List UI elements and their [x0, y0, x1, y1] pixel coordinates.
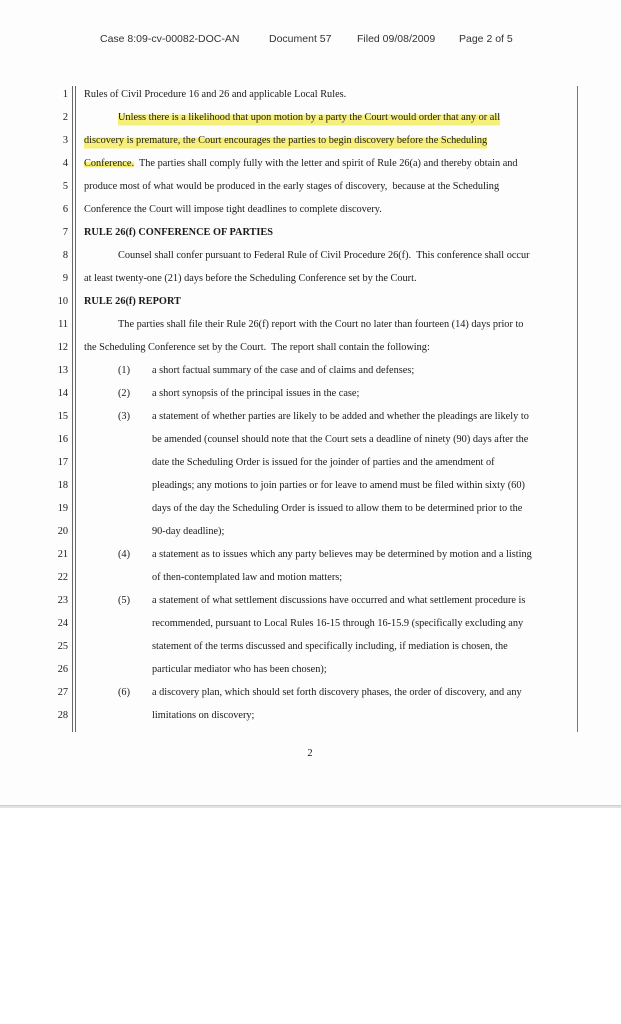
line-number: 10	[57, 296, 68, 307]
line-text: at least twenty-one (21) days before the Scheduling Conference set by the Court.	[84, 273, 417, 284]
line-number: 2	[62, 112, 68, 123]
pleading-line	[0, 222, 621, 244]
pleading-line	[0, 84, 621, 106]
list-marker: (4)	[118, 549, 131, 560]
line-number: 1	[62, 89, 68, 100]
line-number: 11	[58, 319, 68, 330]
line-text: limitations on discovery;	[152, 710, 255, 721]
pleading-line	[0, 268, 621, 290]
line-text: 90-day deadline);	[152, 526, 225, 537]
blank-scan-area	[0, 808, 621, 1024]
line-number: 9	[62, 273, 68, 284]
line-number: 26	[57, 664, 68, 675]
line-text: pleadings; any motions to join parties or for leave to amend must be filed within sixty (60)	[152, 480, 525, 491]
pleading-line	[0, 544, 621, 566]
line-text: statement of the terms discussed and specifically including, if mediation is chosen, the	[152, 641, 508, 652]
pleading-line	[0, 245, 621, 267]
line-number: 28	[57, 710, 68, 721]
pleading-line	[0, 291, 621, 313]
line-number: 27	[57, 687, 68, 698]
pleading-line	[0, 452, 621, 474]
line-text: a statement of what settlement discussions have occurred and what settlement procedure is	[152, 595, 526, 606]
highlighted-text: Conference.	[84, 158, 135, 169]
line-text: a statement of whether parties are likely to be added and whether the pleadings are likely to	[152, 411, 529, 422]
pleading-line	[0, 337, 621, 359]
line-number: 23	[57, 595, 68, 606]
highlighted-text: discovery is premature, the Court encourages the parties to begin discovery before the Scheduling	[84, 130, 487, 152]
filed-date: Filed 09/08/2009	[357, 33, 436, 45]
line-number: 22	[57, 572, 68, 583]
section-heading: RULE 26(f) CONFERENCE OF PARTIES	[84, 227, 273, 238]
document-number: Document 57	[269, 33, 332, 45]
line-number: 7	[62, 227, 68, 238]
pleading-line	[0, 659, 621, 681]
highlighted-text: Unless there is a likelihood that upon motion by a party the Court would order that any or all	[118, 107, 500, 129]
case-number: Case 8:09-cv-00082-DOC-AN	[100, 33, 240, 45]
pleading-line	[0, 636, 621, 658]
line-text: a discovery plan, which should set forth discovery phases, the order of discovery, and any	[152, 687, 522, 698]
line-number: 6	[62, 204, 68, 215]
line-text: The parties shall file their Rule 26(f) report with the Court no later than fourteen (14) days prior to	[118, 319, 524, 330]
list-marker: (5)	[118, 595, 131, 606]
line-text: a short factual summary of the case and of claims and defenses;	[152, 365, 415, 376]
line-number: 13	[57, 365, 68, 376]
page-number: 2	[307, 748, 313, 759]
line-text: a statement as to issues which any party believes may be determined by motion and a listing	[152, 549, 532, 560]
line-text: Conference the Court will impose tight deadlines to complete discovery.	[84, 204, 382, 215]
line-number: 5	[62, 181, 68, 192]
line-text: recommended, pursuant to Local Rules 16-15 through 16-15.9 (specifically excluding any	[152, 618, 524, 629]
line-text: The parties shall comply fully with the letter and spirit of Rule 26(a) and thereby obtain and	[134, 158, 518, 169]
pleading-line	[0, 590, 621, 612]
pleading-line	[0, 107, 621, 129]
line-number: 20	[57, 526, 68, 537]
pleading-line	[0, 682, 621, 704]
pleading-line	[0, 567, 621, 589]
line-number: 18	[57, 480, 68, 491]
line-number: 21	[57, 549, 68, 560]
pleading-line	[0, 475, 621, 497]
line-number: 8	[62, 250, 68, 261]
pleading-line	[0, 360, 621, 382]
line-number: 24	[57, 618, 68, 629]
pleading-line	[0, 314, 621, 336]
pleading-line	[0, 153, 621, 175]
line-number: 4	[62, 158, 68, 169]
line-number: 14	[57, 388, 68, 399]
line-text: date the Scheduling Order is issued for the joinder of parties and the amendment of	[152, 457, 495, 468]
pleading-line	[0, 176, 621, 198]
line-number: 19	[57, 503, 68, 514]
pleading-line	[0, 613, 621, 635]
page-indicator: Page 2 of 5	[459, 33, 513, 45]
pleading-line	[0, 199, 621, 221]
line-text: Rules of Civil Procedure 16 and 26 and applicable Local Rules.	[84, 89, 347, 100]
pleading-line	[0, 130, 621, 152]
line-number: 25	[57, 641, 68, 652]
line-number: 15	[57, 411, 68, 422]
list-marker: (1)	[118, 365, 131, 376]
line-text: produce most of what would be produced in the early stages of discovery, because at the Scheduling	[84, 181, 500, 192]
pleading-line	[0, 521, 621, 543]
line-number: 16	[57, 434, 68, 445]
line-text: the Scheduling Conference set by the Court. The report shall contain the following:	[84, 342, 430, 353]
section-heading: RULE 26(f) REPORT	[84, 296, 181, 307]
pleading-line	[0, 429, 621, 451]
pleading-line	[0, 383, 621, 405]
list-marker: (6)	[118, 687, 131, 698]
line-text: a short synopsis of the principal issues in the case;	[152, 388, 360, 399]
line-number: 3	[62, 135, 68, 146]
pleading-line	[0, 406, 621, 428]
line-text: days of the day the Scheduling Order is issued to allow them to be determined prior to the	[152, 503, 523, 514]
line-text: particular mediator who has been chosen);	[152, 664, 327, 675]
line-text: be amended (counsel should note that the Court sets a deadline of ninety (90) days after the	[152, 434, 529, 445]
pleading-line	[0, 498, 621, 520]
line-number: 12	[57, 342, 68, 353]
line-text: Counsel shall confer pursuant to Federal Rule of Civil Procedure 26(f). This conference shall occur	[118, 250, 530, 261]
list-marker: (2)	[118, 388, 131, 399]
list-marker: (3)	[118, 411, 131, 422]
line-text: of then-contemplated law and motion matters;	[152, 572, 343, 583]
pleading-line	[0, 705, 621, 727]
line-number: 17	[57, 457, 68, 468]
